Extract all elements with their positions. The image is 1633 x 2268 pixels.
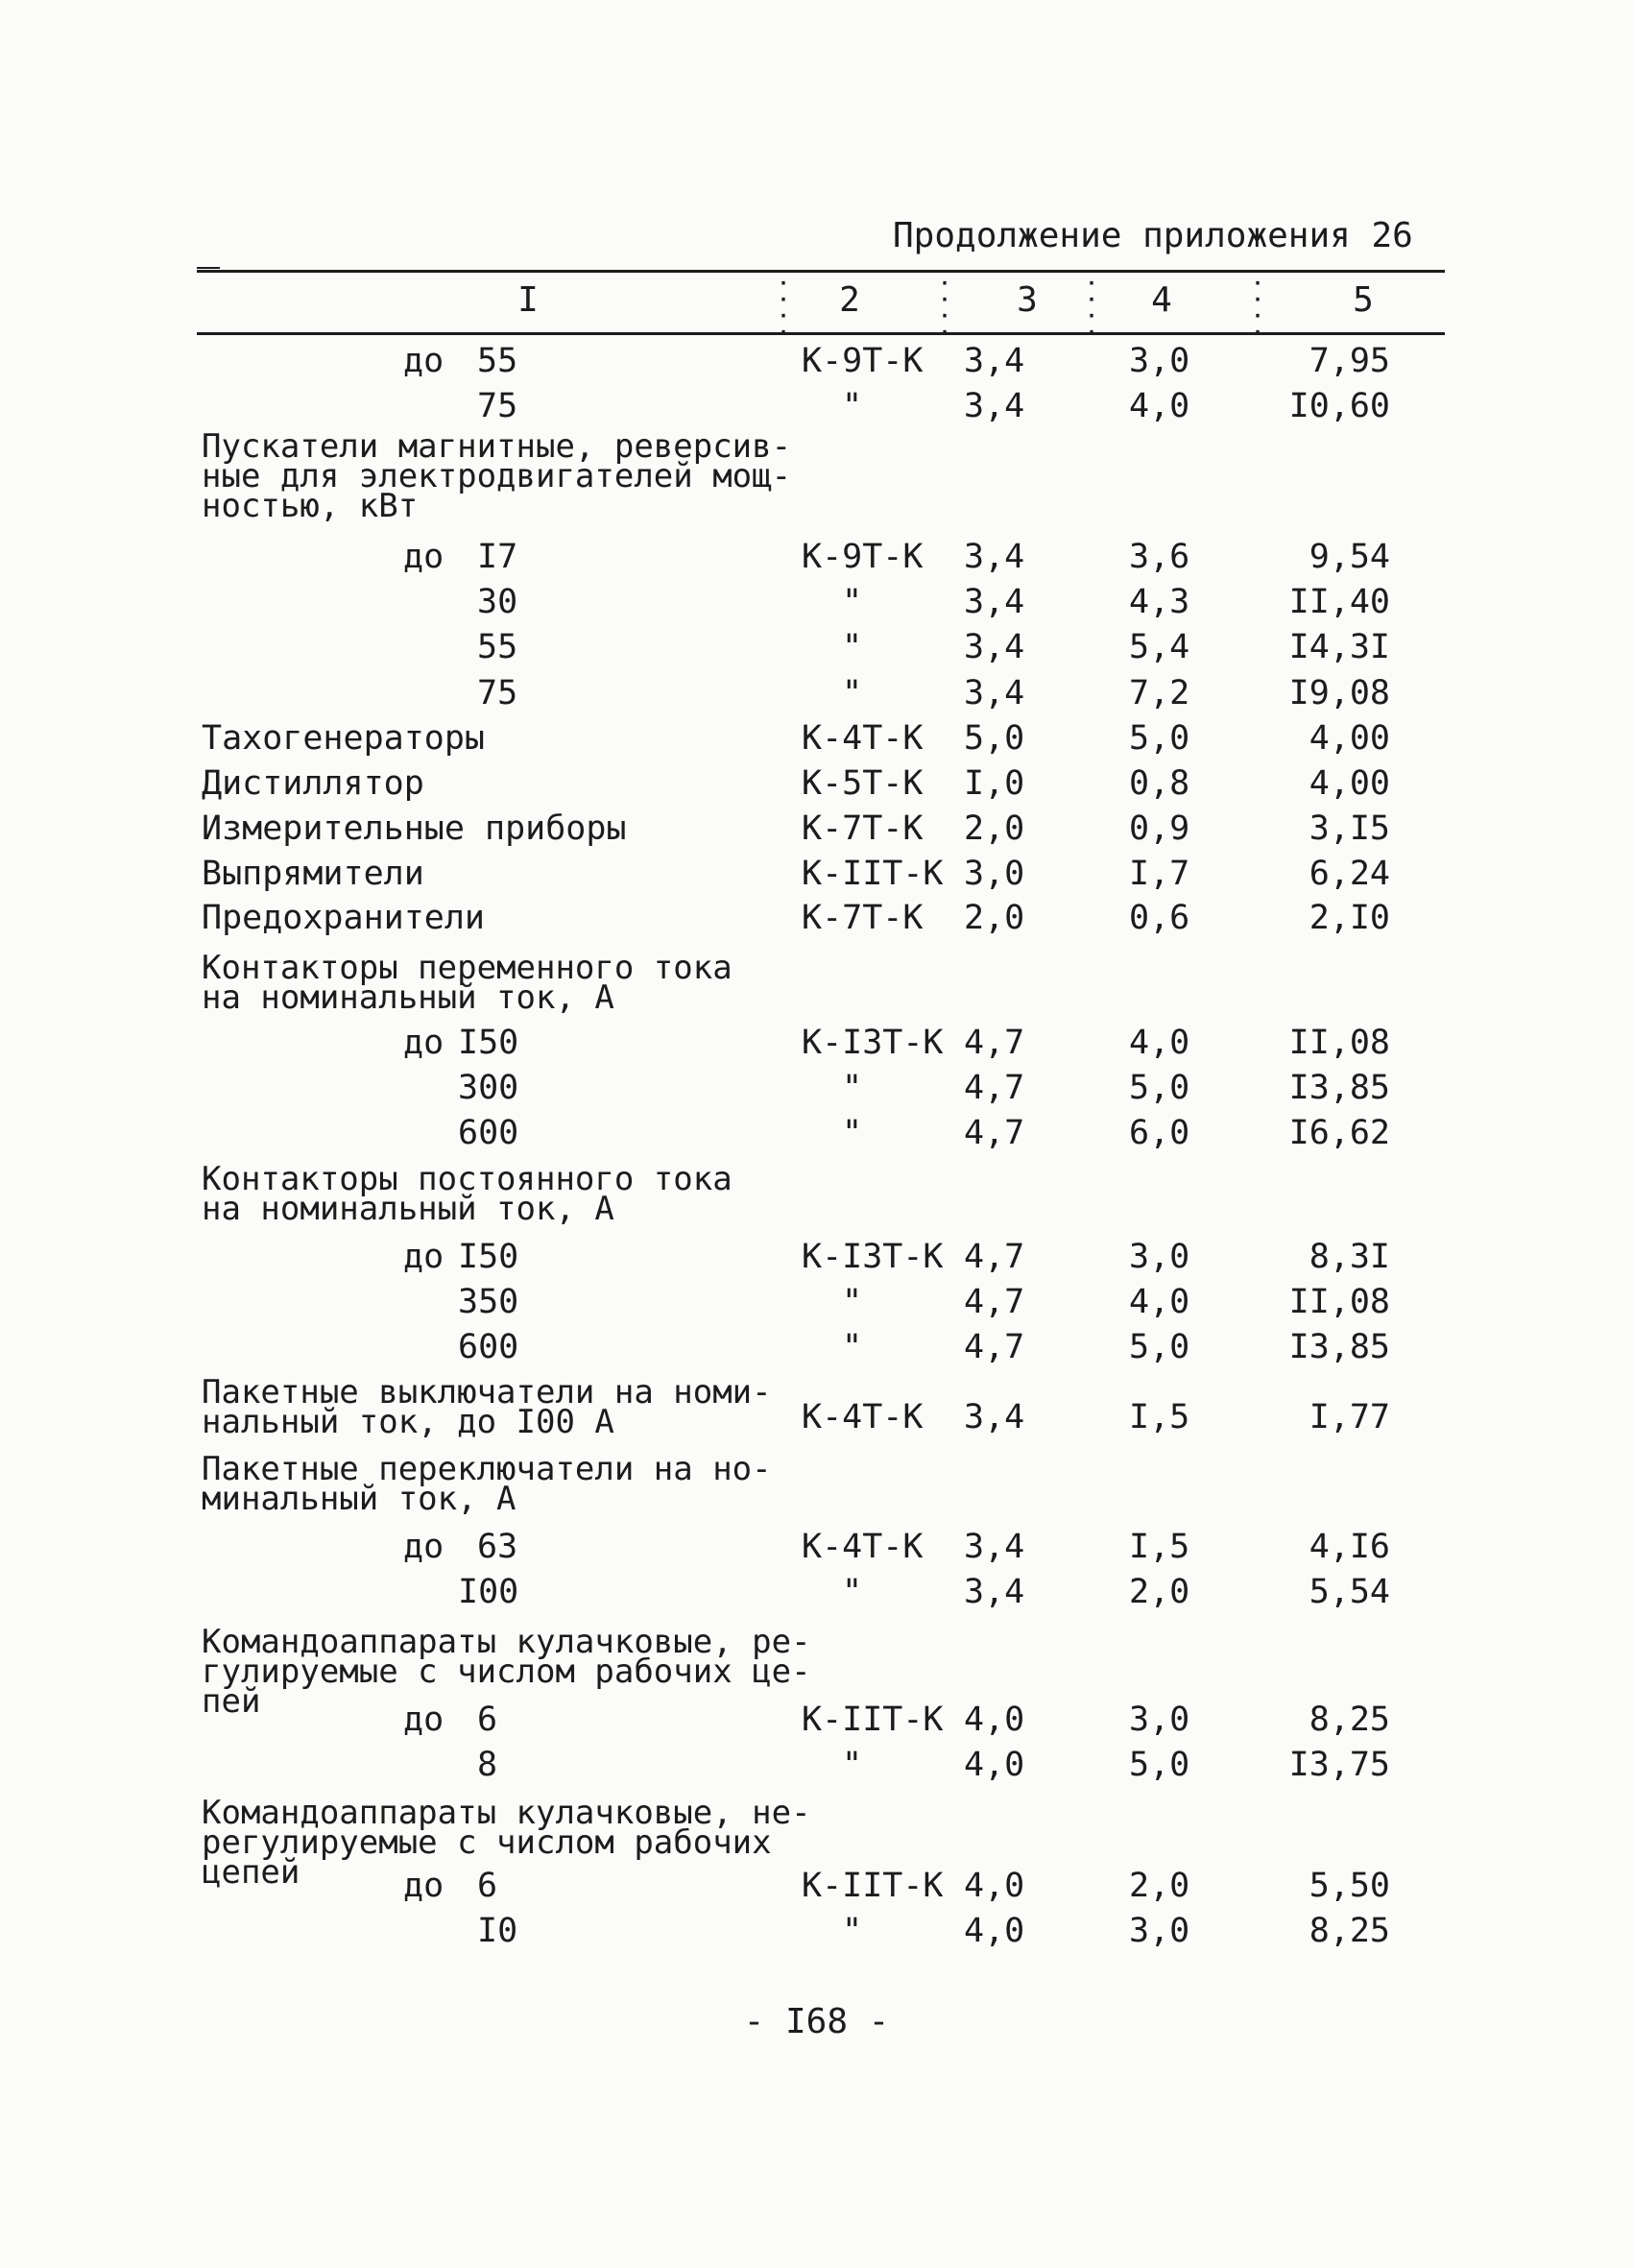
group-heading-line: Командоаппараты кулачковые, не-: [202, 1794, 811, 1832]
column-header-5: 5: [1353, 280, 1374, 320]
row-col4: 4,0: [1129, 1283, 1190, 1321]
row-col5: 9,54: [1309, 538, 1390, 576]
row-col3: I,0: [964, 764, 1025, 803]
row-col3: 4,7: [964, 1069, 1025, 1107]
row-col5: I3,75: [1288, 1746, 1390, 1784]
row-value: I50: [458, 1024, 519, 1062]
row-col5: 7,95: [1309, 342, 1390, 380]
row-col4: 2,0: [1129, 1867, 1190, 1905]
table-row: [0, 1235, 1633, 1279]
table-row: [0, 1909, 1633, 1953]
row-col4: I,7: [1129, 855, 1190, 893]
row-code: К-IIТ-К: [802, 1867, 944, 1905]
row-col4: 4,0: [1129, 1024, 1190, 1062]
row-code: ": [842, 1746, 863, 1784]
table-row: [0, 1021, 1633, 1065]
row-col4: 3,0: [1129, 1238, 1190, 1276]
row-col5: II,08: [1288, 1283, 1390, 1321]
row-value: 55: [477, 342, 518, 380]
group-heading-line: ные для электродвигателей мощ-: [202, 457, 792, 495]
row-code: К-5Т-К: [802, 764, 924, 803]
row-col4: 5,4: [1129, 628, 1190, 666]
row-col3: 4,0: [964, 1867, 1025, 1905]
row-col5: 4,00: [1309, 719, 1390, 758]
row-col4: 4,3: [1129, 583, 1190, 621]
row-col4: 6,0: [1129, 1114, 1190, 1152]
group-heading-line: Контакторы переменного тока: [202, 949, 732, 987]
row-code: К-7Т-К: [802, 899, 924, 937]
row-col3: 3,4: [964, 1398, 1025, 1436]
row-col5: I0,60: [1288, 387, 1390, 425]
row-col5: 5,54: [1309, 1573, 1390, 1611]
table-row: [0, 1325, 1633, 1369]
group-heading-line: регулируемые с числом рабочих: [202, 1823, 772, 1862]
row-col4: 5,0: [1129, 1069, 1190, 1107]
column-header-4: 4: [1151, 280, 1172, 320]
table-row: [0, 625, 1633, 669]
row-col3: 4,7: [964, 1328, 1025, 1366]
row-value: I0: [477, 1912, 518, 1950]
table-row: [0, 580, 1633, 624]
row-col5: I,77: [1309, 1398, 1390, 1436]
row-col3: 2,0: [964, 809, 1025, 848]
row-col5: 6,24: [1309, 855, 1390, 893]
table-row: [0, 1395, 1633, 1439]
row-value: 75: [477, 387, 518, 425]
group-heading-line: цепей: [202, 1853, 300, 1892]
row-col4: 3,0: [1129, 1701, 1190, 1739]
row-code: К-I3Т-К: [802, 1024, 944, 1062]
table-row: [0, 716, 1633, 760]
row-code: ": [842, 1283, 863, 1321]
group-heading-line: Контакторы постоянного тока: [202, 1160, 732, 1198]
row-col4: 7,2: [1129, 674, 1190, 712]
row-code: ": [842, 1573, 863, 1611]
row-col5: I4,3I: [1288, 628, 1390, 666]
row-value: 63: [477, 1528, 518, 1566]
row-code: К-9Т-К: [802, 538, 924, 576]
row-col5: 4,I6: [1309, 1528, 1390, 1566]
row-col3: 3,4: [964, 583, 1025, 621]
row-col3: 3,4: [964, 1528, 1025, 1566]
table-row: [0, 1864, 1633, 1908]
row-col5: 8,3I: [1309, 1238, 1390, 1276]
row-col5: 8,25: [1309, 1701, 1390, 1739]
row-code: К-7Т-К: [802, 809, 924, 848]
row-col4: I,5: [1129, 1398, 1190, 1436]
row-code: ": [842, 1912, 863, 1950]
column-header-2: 2: [839, 280, 860, 320]
row-value: 600: [458, 1328, 519, 1366]
table-row: [0, 384, 1633, 428]
group-heading-line: на номинальный ток, А: [202, 978, 614, 1017]
row-prefix: до: [403, 342, 444, 380]
column-header-3: 3: [1017, 280, 1038, 320]
row-col3: 4,7: [964, 1283, 1025, 1321]
row-col4: 4,0: [1129, 387, 1190, 425]
row-prefix: до: [403, 1024, 444, 1062]
row-col3: 4,7: [964, 1114, 1025, 1152]
table-row: [0, 1066, 1633, 1110]
row-prefix: до: [403, 538, 444, 576]
row-col3: 4,0: [964, 1746, 1025, 1784]
row-code: ": [842, 628, 863, 666]
table-row: [0, 896, 1633, 940]
row-col3: 3,4: [964, 538, 1025, 576]
row-code: ": [842, 674, 863, 712]
row-label: Дистиллятор: [202, 764, 424, 803]
row-prefix: до: [403, 1528, 444, 1566]
row-col4: 3,0: [1129, 342, 1190, 380]
row-col4: 5,0: [1129, 719, 1190, 758]
group-heading-line: Командоаппараты кулачковые, ре-: [202, 1623, 811, 1661]
row-col5: I6,62: [1288, 1114, 1390, 1152]
row-col3: 4,0: [964, 1912, 1025, 1950]
row-code: К-4Т-К: [802, 1398, 924, 1436]
table-row: [0, 1111, 1633, 1155]
row-col4: 2,0: [1129, 1573, 1190, 1611]
row-code: ": [842, 387, 863, 425]
table-row: [0, 1570, 1633, 1614]
row-col4: 5,0: [1129, 1746, 1190, 1784]
row-code: ": [842, 1114, 863, 1152]
row-value: 6: [477, 1701, 498, 1739]
row-label: Предохранители: [202, 899, 486, 937]
row-value: 55: [477, 628, 518, 666]
row-code: К-I3Т-К: [802, 1238, 944, 1276]
header-separator: · · · ·: [1086, 272, 1098, 344]
row-col3: 3,4: [964, 674, 1025, 712]
group-heading-line: Пакетные выключатели на номи-: [202, 1373, 772, 1411]
row-value: 350: [458, 1283, 519, 1321]
row-value: I7: [477, 538, 518, 576]
row-value: 8: [477, 1746, 498, 1784]
row-code: ": [842, 1069, 863, 1107]
row-code: ": [842, 1328, 863, 1366]
row-col3: 4,7: [964, 1024, 1025, 1062]
row-col4: 3,0: [1129, 1912, 1190, 1950]
row-col3: 3,4: [964, 1573, 1025, 1611]
row-code: ": [842, 583, 863, 621]
row-col3: 3,4: [964, 387, 1025, 425]
header-separator: · · · ·: [778, 272, 790, 344]
row-col5: 5,50: [1309, 1867, 1390, 1905]
row-col5: II,08: [1288, 1024, 1390, 1062]
page-number: - I68 -: [743, 2002, 890, 2041]
row-col3: 3,4: [964, 628, 1025, 666]
row-code: К-IIТ-К: [802, 855, 944, 893]
group-heading-line: пей: [202, 1682, 261, 1721]
row-col5: 2,I0: [1309, 899, 1390, 937]
row-col4: 0,6: [1129, 899, 1190, 937]
row-label: Измерительные приборы: [202, 809, 627, 848]
row-code: К-IIТ-К: [802, 1701, 944, 1739]
row-value: I00: [458, 1573, 519, 1611]
row-col4: I,5: [1129, 1528, 1190, 1566]
header-separator: · · · ·: [939, 272, 951, 344]
row-prefix: до: [403, 1867, 444, 1905]
row-col3: 4,7: [964, 1238, 1025, 1276]
row-col5: 8,25: [1309, 1912, 1390, 1950]
row-col3: 4,0: [964, 1701, 1025, 1739]
row-col5: 3,I5: [1309, 809, 1390, 848]
table-row: [0, 807, 1633, 851]
row-col3: 3,4: [964, 342, 1025, 380]
row-col5: II,40: [1288, 583, 1390, 621]
row-code: К-4Т-К: [802, 719, 924, 758]
row-col4: 0,9: [1129, 809, 1190, 848]
group-heading-line: на номинальный ток, А: [202, 1190, 614, 1228]
row-col3: 2,0: [964, 899, 1025, 937]
row-value: 6: [477, 1867, 498, 1905]
row-value: 30: [477, 583, 518, 621]
row-col3: 3,0: [964, 855, 1025, 893]
group-heading-line: гулируемые с числом рабочих це-: [202, 1653, 811, 1691]
header-separator: · · · ·: [1252, 272, 1264, 344]
table-row: [0, 671, 1633, 715]
row-col5: I3,85: [1288, 1069, 1390, 1107]
row-label: Выпрямители: [202, 855, 424, 893]
column-header-1: I: [517, 280, 539, 320]
row-col3: 5,0: [964, 719, 1025, 758]
table-row: [0, 1698, 1633, 1742]
row-label: Тахогенераторы: [202, 719, 486, 758]
table-caption: Продолжение приложения 26: [893, 216, 1413, 255]
group-heading-line: Пакетные переключатели на но-: [202, 1450, 772, 1488]
table-row: [0, 1280, 1633, 1324]
table-row: [0, 535, 1633, 579]
row-value: 300: [458, 1069, 519, 1107]
group-heading-line: ностью, кВт: [202, 487, 419, 525]
row-col5: I3,85: [1288, 1328, 1390, 1366]
row-prefix: до: [403, 1238, 444, 1276]
table-row: [0, 1525, 1633, 1569]
group-heading-line: Пускатели магнитные, реверсив-: [202, 427, 792, 466]
row-col5: 4,00: [1309, 764, 1390, 803]
row-col4: 3,6: [1129, 538, 1190, 576]
row-value: 75: [477, 674, 518, 712]
row-col5: I9,08: [1288, 674, 1390, 712]
group-heading-line: минальный ток, А: [202, 1480, 516, 1518]
row-value: I50: [458, 1238, 519, 1276]
table-row: [0, 339, 1633, 383]
row-value: 600: [458, 1114, 519, 1152]
table-row: [0, 761, 1633, 806]
row-col4: 5,0: [1129, 1328, 1190, 1366]
row-prefix: до: [403, 1701, 444, 1739]
table-row: [0, 1743, 1633, 1787]
row-col4: 0,8: [1129, 764, 1190, 803]
row-code: К-9Т-К: [802, 342, 924, 380]
table-row: [0, 852, 1633, 896]
group-heading-line: нальный ток, до I00 А: [202, 1403, 614, 1441]
row-code: К-4Т-К: [802, 1528, 924, 1566]
